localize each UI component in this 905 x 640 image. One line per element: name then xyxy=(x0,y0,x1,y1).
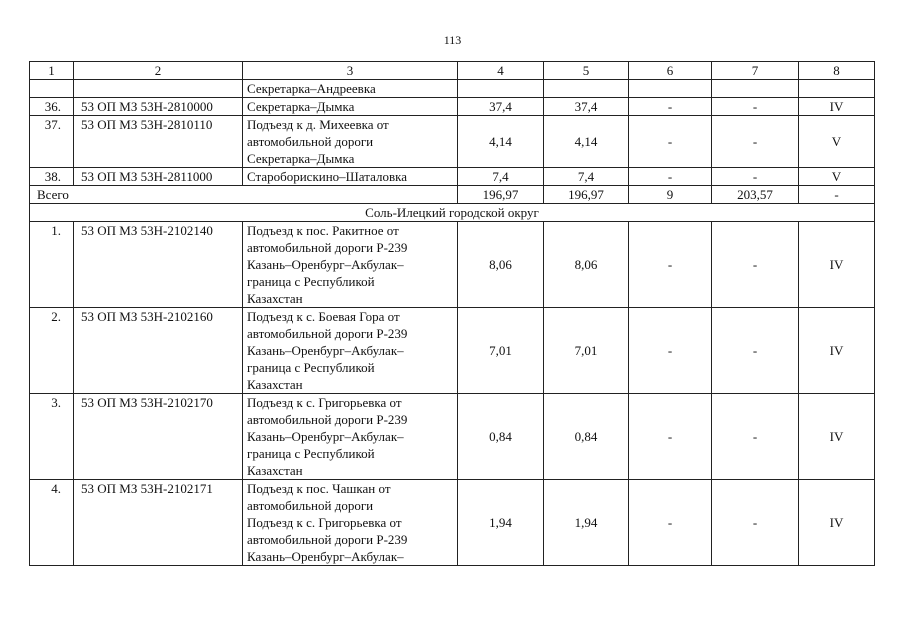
table-row xyxy=(30,98,875,116)
value-cell: - xyxy=(712,222,799,308)
value-cell: - xyxy=(629,222,712,308)
roads-table xyxy=(29,61,875,566)
column-header: 1 xyxy=(30,62,74,80)
road-name-line: автомобильной дороги Р-239 xyxy=(247,240,408,255)
road-name xyxy=(243,98,458,116)
value-cell: 0,84 xyxy=(458,394,544,480)
road-name-line: Подъезд к пос. Ракитное от xyxy=(247,223,399,238)
road-name-line: Казань–Оренбург–Акбулак– xyxy=(247,549,404,564)
row-number: 4. xyxy=(30,480,74,566)
column-header: 3 xyxy=(243,62,458,80)
value-cell: - xyxy=(712,168,799,186)
value-cell: 7,4 xyxy=(544,168,629,186)
road-name-line: граница с Республикой xyxy=(247,446,375,461)
value-cell: 4,14 xyxy=(458,116,544,168)
value-cell: 1,94 xyxy=(458,480,544,566)
road-name-line: Казахстан xyxy=(247,463,303,478)
road-code: 53 ОП МЗ 53Н-2102140 xyxy=(74,222,243,308)
value-cell: 4,14 xyxy=(544,116,629,168)
road-name xyxy=(243,116,458,168)
road-code: 53 ОП МЗ 53Н-2811000 xyxy=(74,168,243,186)
total-label: Всего xyxy=(30,186,458,204)
value-cell: 7,01 xyxy=(544,308,629,394)
road-name-line: граница с Республикой xyxy=(247,360,375,375)
value-cell: IV xyxy=(799,308,875,394)
value-cell: V xyxy=(799,168,875,186)
road-code: 53 ОП МЗ 53Н-2810000 xyxy=(74,98,243,116)
value-cell: - xyxy=(712,308,799,394)
value-cell: - xyxy=(712,394,799,480)
column-header: 8 xyxy=(799,62,875,80)
row-number xyxy=(30,80,74,98)
value-cell: - xyxy=(629,98,712,116)
cell xyxy=(629,80,712,98)
value-cell: 8,06 xyxy=(544,222,629,308)
road-name-line: автомобильной дороги xyxy=(247,498,374,513)
cell xyxy=(458,80,544,98)
table-row xyxy=(30,308,875,394)
column-header: 4 xyxy=(458,62,544,80)
value-cell: - xyxy=(629,308,712,394)
road-name-line: Секретарка–Дымка xyxy=(247,99,355,114)
road-name-line: Казахстан xyxy=(247,291,303,306)
value-cell: IV xyxy=(799,98,875,116)
total-value: 196,97 xyxy=(544,186,629,204)
column-header: 7 xyxy=(712,62,799,80)
table-row xyxy=(30,168,875,186)
road-code: 53 ОП МЗ 53Н-2102160 xyxy=(74,308,243,394)
row-number: 3. xyxy=(30,394,74,480)
section-title: Соль-Илецкий городской округ xyxy=(30,204,875,222)
road-name-line: Подъезд к пос. Чашкан от xyxy=(247,481,391,496)
row-number: 1. xyxy=(30,222,74,308)
value-cell: - xyxy=(629,394,712,480)
value-cell: IV xyxy=(799,394,875,480)
table-row xyxy=(30,394,875,480)
cell xyxy=(799,80,875,98)
table-row xyxy=(30,480,875,566)
continuation-row xyxy=(30,80,875,98)
section-row xyxy=(30,204,875,222)
value-cell: IV xyxy=(799,480,875,566)
column-header: 2 xyxy=(74,62,243,80)
road-name-line: Секретарка–Дымка xyxy=(247,151,355,166)
value-cell: V xyxy=(799,116,875,168)
road-name-line: Подъезд к с. Григорьевка от xyxy=(247,515,402,530)
value-cell: - xyxy=(712,98,799,116)
road-name xyxy=(243,308,458,394)
road-name-line: Казань–Оренбург–Акбулак– xyxy=(247,429,404,444)
total-value: 196,97 xyxy=(458,186,544,204)
value-cell: 7,01 xyxy=(458,308,544,394)
value-cell: - xyxy=(712,480,799,566)
road-name-line: автомобильной дороги xyxy=(247,134,374,149)
road-name-line: Староборискино–Шаталовка xyxy=(247,169,407,184)
row-number: 2. xyxy=(30,308,74,394)
road-name xyxy=(243,168,458,186)
table-row xyxy=(30,222,875,308)
road-name-line: Подъезд к с. Григорьевка от xyxy=(247,395,402,410)
road-name-line: Казань–Оренбург–Акбулак– xyxy=(247,343,404,358)
header-row xyxy=(30,62,875,80)
road-code xyxy=(74,80,243,98)
cell xyxy=(544,80,629,98)
cell xyxy=(712,80,799,98)
column-header: 6 xyxy=(629,62,712,80)
column-header: 5 xyxy=(544,62,629,80)
value-cell: 37,4 xyxy=(458,98,544,116)
table-row xyxy=(30,116,875,168)
value-cell: - xyxy=(629,480,712,566)
total-row xyxy=(30,186,875,204)
road-name xyxy=(243,480,458,566)
value-cell: - xyxy=(712,116,799,168)
road-name-line: Казахстан xyxy=(247,377,303,392)
total-value: 9 xyxy=(629,186,712,204)
value-cell: 1,94 xyxy=(544,480,629,566)
row-number: 38. xyxy=(30,168,74,186)
road-name-line: граница с Республикой xyxy=(247,274,375,289)
value-cell: 8,06 xyxy=(458,222,544,308)
row-number: 37. xyxy=(30,116,74,168)
total-value: - xyxy=(799,186,875,204)
road-name-line: Подъезд к д. Михеевка от xyxy=(247,117,389,132)
row-number: 36. xyxy=(30,98,74,116)
total-value: 203,57 xyxy=(712,186,799,204)
road-name-line: Казань–Оренбург–Акбулак– xyxy=(247,257,404,272)
road-name: Секретарка–Андреевка xyxy=(243,80,458,98)
road-name-line: автомобильной дороги Р-239 xyxy=(247,532,408,547)
value-cell: 0,84 xyxy=(544,394,629,480)
road-name-line: Подъезд к с. Боевая Гора от xyxy=(247,309,400,324)
page-number: 113 xyxy=(443,33,462,47)
value-cell: IV xyxy=(799,222,875,308)
road-name xyxy=(243,394,458,480)
road-code: 53 ОП МЗ 53Н-2810110 xyxy=(74,116,243,168)
value-cell: 37,4 xyxy=(544,98,629,116)
road-name-line: автомобильной дороги Р-239 xyxy=(247,412,408,427)
road-name xyxy=(243,222,458,308)
road-code: 53 ОП МЗ 53Н-2102171 xyxy=(74,480,243,566)
value-cell: - xyxy=(629,168,712,186)
value-cell: - xyxy=(629,116,712,168)
value-cell: 7,4 xyxy=(458,168,544,186)
road-code: 53 ОП МЗ 53Н-2102170 xyxy=(74,394,243,480)
road-name-line: автомобильной дороги Р-239 xyxy=(247,326,408,341)
